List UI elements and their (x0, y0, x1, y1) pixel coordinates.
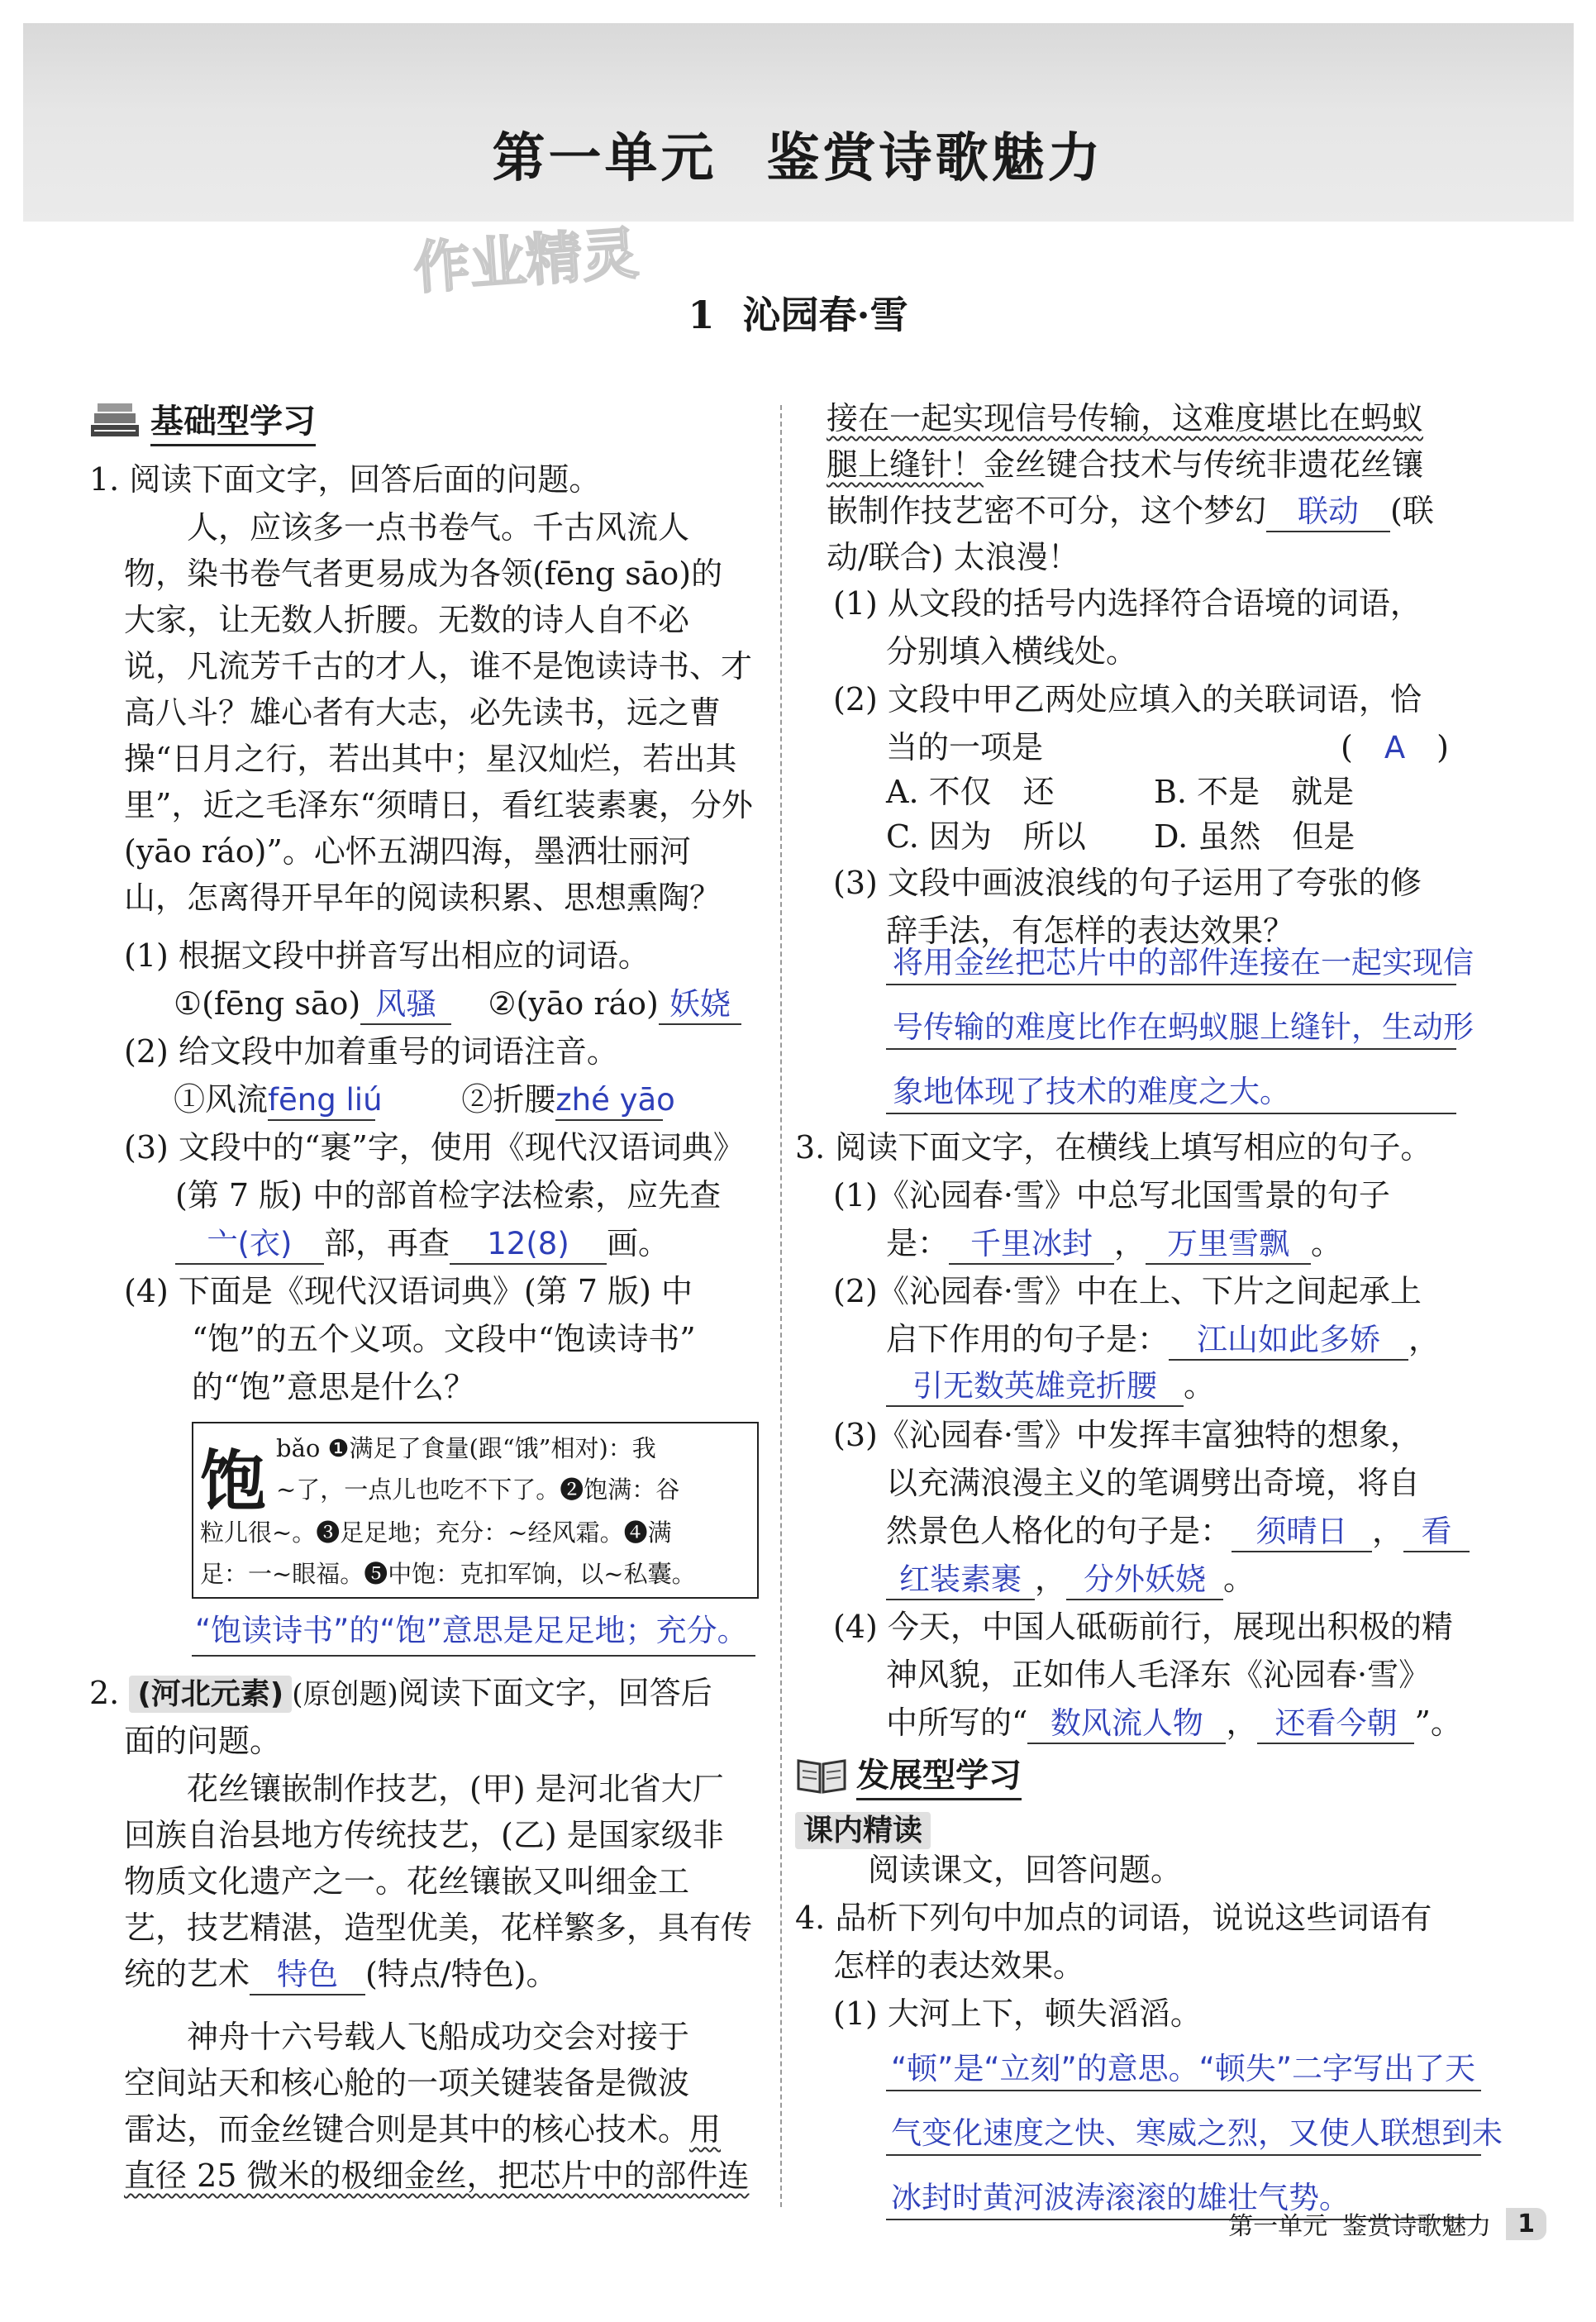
q2-sub3-line2: 辞手法，有怎样的表达效果？ (886, 913, 1295, 949)
q3-s3-prefix: 然景色人格化的句子是： (886, 1513, 1232, 1549)
q2-sub1-line1: (1) 从文段的括号内选择符合语境的词语， (833, 585, 1422, 622)
q2-sub3-line1: (3) 文段中画波浪线的句子运用了夸张的修 (833, 865, 1422, 901)
q3-s2-prefix: 启下作用的句子是： (886, 1321, 1170, 1357)
page-footer (1228, 2205, 1546, 2242)
q3-s4-line2: 神风貌，正如伟人毛泽东《沁园春·雪》 (886, 1657, 1431, 1693)
wavy-underline-text: 直径 25 微米的极细金丝，把芯片中的部件连 (124, 2158, 750, 2194)
q3-stem: 3. 阅读下面文字，在横线上填写相应的句子。 (795, 1129, 1432, 1166)
q1-stem: 1. 阅读下面文字，回答后面的问题。 (89, 461, 601, 498)
watermark: 作业精灵 (411, 221, 641, 303)
open-book-icon (795, 1754, 848, 1795)
tag-close-reading (795, 1807, 931, 1849)
q3-s3-answer-2a: 看 (1403, 1513, 1470, 1552)
q3-s1-prefix: 是： (886, 1225, 950, 1261)
option-c: C. 因为 所以 (886, 818, 1086, 855)
passage-line: (yāo ráo)”。心怀五湖四海，墨洒壮丽河 (124, 833, 691, 870)
q4-stem-line2: 怎样的表达效果。 (833, 1948, 1085, 1984)
page-number: 1 (1506, 2208, 1546, 2240)
q2-continued (827, 395, 1434, 580)
q1-sub2-b-answer: zhé yāo (555, 1081, 663, 1121)
passage-line: 操“日月之行，若出其中；星汉灿烂，若出其 (124, 741, 737, 777)
passage-line: 人，应该多一点书卷气。千古风流人 (124, 509, 690, 546)
passage-line (124, 2106, 750, 2153)
passage-text: 雷达，而金丝键合则是其中的核心技术。 (124, 2111, 690, 2148)
q3-s4-suffix: ”。 (1414, 1705, 1462, 1741)
option-a: A. 不仅 还 (886, 774, 1055, 810)
q4-sub1: (1) 大河上下，顿失滔滔。 (833, 1995, 1202, 2032)
section-develop-title: 发展型学习 (856, 1749, 1022, 1800)
q4-answer-line: “顿”是“立刻”的意思。“顿失”二字写出了天 (891, 2051, 1476, 2086)
footer-unit: 第一单元 (1228, 2212, 1328, 2241)
q2-number: 2. (89, 1675, 130, 1711)
q1-sub1-answers (174, 980, 741, 1027)
q2-sub2-line1: (2) 文段中甲乙两处应填入的关联词语，恰 (833, 681, 1422, 718)
unit-label: 第一单元 (492, 128, 717, 189)
q3-s4-answer-1: 数风流人物 (1027, 1705, 1226, 1744)
q3-s4-prefix: 中所写的“ (886, 1705, 1028, 1741)
q1-sub1-b-label: ②(yāo ráo) (488, 985, 659, 1022)
wavy-underline-text: 用 (689, 2111, 722, 2148)
q3-s1-line1: (1)《沁园春·雪》中总写北国雪景的句子 (833, 1177, 1390, 1213)
dictionary-line: ~了，一点儿也吃不下了。❷饱满：谷 (276, 1476, 680, 1504)
q2-sub3-answer-line: 将用金丝把芯片中的部件连接在一起实现信 (893, 945, 1474, 980)
dictionary-line: 粒儿很~。❸足足地；充分：~经风霜。❹满 (200, 1519, 672, 1547)
passage-line-with-blank (124, 1951, 752, 1997)
wavy-underline-text: 接在一起实现信号传输，这难度堪比在蚂蚁 (827, 400, 1424, 436)
section-basic-heading (89, 395, 316, 446)
passage-line: 物质文化遗产之一。花丝镶嵌又叫细金工 (124, 1863, 690, 1900)
q2-blank-answer: 特色 (250, 1956, 365, 1995)
wavy-underline-text: 腿上缝针！ (827, 446, 984, 483)
q3-s2-line2: 启下作用的句子是： 江山如此多娇 ， (886, 1316, 1440, 1362)
passage-line: 高八斗？雄心者有大志，必先读书，远之曹 (124, 694, 722, 731)
q3-s2-answer-2: 引无数英雄竞折腰 (886, 1367, 1184, 1407)
passage-line: 回族自治县地方传统技艺，(乙) 是国家级非 (124, 1817, 724, 1853)
passage-line: 空间站天和核心舱的一项关键装备是微波 (124, 2065, 690, 2101)
q3-s3-answer-1: 须晴日 (1232, 1513, 1372, 1552)
q3-s3-answer-3: 分外妖娆 (1066, 1561, 1223, 1600)
q1-sub3-line1: (3) 文段中的“裹”字，使用《现代汉语词典》 (124, 1129, 745, 1166)
q3-s3-line2: 以充满浪漫主义的笔调劈出奇境，将自 (886, 1465, 1421, 1501)
option-d: D. 虽然 但是 (1154, 818, 1355, 855)
passage-line: 动/联合) 太浪漫！ (827, 539, 1079, 575)
q1-sub1-b-answer: 妖娆 (659, 985, 741, 1025)
q1-sub1-a-answer: 风骚 (360, 985, 451, 1025)
passage-text: (特点/特色)。 (365, 1956, 558, 1992)
q1-sub2-answers (174, 1076, 675, 1123)
q2-passage-2 (124, 2014, 750, 2199)
dictionary-entry-box (192, 1422, 759, 1599)
q1-sub2-a-label: ①风流 (174, 1081, 269, 1118)
close-reading-label: 课内精读 (795, 1812, 931, 1849)
section-develop-heading (795, 1749, 1022, 1800)
q1-sub2: (2) 给文段中加着重号的词语注音。 (124, 1033, 618, 1070)
section-basic-title: 基础型学习 (150, 395, 316, 446)
q3-s3-answer-2b: 红装素裹 (886, 1561, 1035, 1600)
q3-s2-line1: (2)《沁园春·雪》中在上、下片之间起承上 (833, 1273, 1422, 1309)
q2-blank-answer-2: 联动 (1266, 493, 1390, 532)
passage-line: 大家，让无数人折腰。无数的诗人自不必 (124, 602, 690, 638)
q2-region-tag: (河北元素) (129, 1676, 292, 1713)
q2-sub3-answer-line: 号传输的难度比作在蚂蚁腿上缝针，生动形 (893, 1009, 1474, 1045)
q4-answer-line: 冰封时黄河波涛滚滚的雄壮气势。 (891, 2180, 1350, 2215)
q3-s4-line3: 中所写的“ 数风流人物 ， 还看今朝 ”。 (886, 1700, 1462, 1746)
q1-sub3-answer-radical: 亠(衣) (175, 1225, 324, 1265)
q4-answer-line: 气变化速度之快、寒威之烈，又使人联想到未 (891, 2115, 1503, 2151)
q1-sub3-answer-strokes: 12(8) (450, 1225, 607, 1265)
q3-s1-answer-1: 千里冰封 (949, 1225, 1114, 1265)
q3-s2-answer-1: 江山如此多娇 (1169, 1321, 1408, 1361)
dictionary-line: 足：一~眼福。❺中饱：克扣军饷，以~私囊。 (200, 1560, 696, 1588)
passage-line: 花丝镶嵌制作技艺，(甲) 是河北省大厂 (124, 1771, 724, 1807)
q2-sub1-line2: 分别填入横线处。 (886, 633, 1138, 670)
q2-stem-line2: 面的问题。 (124, 1723, 282, 1759)
q2-sub2-answer-bracket: ( A ) (1341, 729, 1449, 765)
q2-original-tag: (原创题) (292, 1678, 398, 1711)
q1-sub2-b-label: ②折腰 (461, 1081, 556, 1118)
passage-text: 金丝键合技术与传统非遗花丝镶 (984, 446, 1424, 483)
footer-unit-name: 鉴赏诗歌魅力 (1342, 2212, 1492, 2241)
unit-title (0, 116, 1596, 192)
q2-stem-text: 阅读下面文字，回答后 (398, 1675, 712, 1711)
q1-passage (124, 504, 753, 921)
q1-sub4-line2: “饱”的五个义项。文段中“饱读诗书” (192, 1321, 696, 1357)
passage-line: 说，凡流芳千古的才人，谁不是饱读诗书、才 (124, 648, 753, 684)
q2-sub2-line2: 当的一项是 (886, 729, 1044, 765)
q2-sub3-answer-line: 象地体现了技术的难度之大。 (893, 1074, 1290, 1109)
q3-s4-line1: (4) 今天，中国人砥砺前行，展现出积极的精 (833, 1609, 1453, 1645)
lesson-name: 沁园春·雪 (742, 293, 908, 337)
lesson-title (0, 285, 1596, 340)
q3-s4-answer-2: 还看今朝 (1257, 1705, 1414, 1744)
q3-s2-line3: 引无数英雄竞折腰 。 (886, 1362, 1215, 1409)
dictionary-headword: 饱 (200, 1443, 266, 1520)
passage-line: 山，怎离得开早年的阅读积累、思想熏陶？ (124, 880, 722, 916)
column-divider (780, 405, 782, 2207)
q1-sub4-line3: 的“饱”意思是什么？ (192, 1369, 475, 1405)
q1-sub2-a-answer: fēng liú (268, 1081, 375, 1121)
q2-stem (89, 1670, 712, 1718)
lesson-number: 1 (688, 293, 715, 337)
passage-line: 物，染书卷气者更易成为各领(fēng sāo)的 (124, 555, 723, 592)
q1-sub1: (1) 根据文段中拼音写出相应的词语。 (124, 937, 650, 974)
q4-intro: 阅读课文，回答问题。 (868, 1852, 1183, 1888)
q1-sub3-end: 画。 (607, 1225, 670, 1261)
q1-sub4-answer: “饱读诗书”的“饱”意思是足足地；充分。 (195, 1613, 748, 1648)
q2-sub2-answer: A (1384, 730, 1406, 765)
passage-text: (联 (1390, 493, 1434, 529)
option-b: B. 不是 就是 (1154, 774, 1355, 810)
unit-name: 鉴赏诗歌魅力 (766, 128, 1104, 189)
q1-sub3-line2: (第 7 版) 中的部首检字法检索，应先查 (175, 1177, 722, 1213)
q1-sub1-a-label: ①(fēng sāo) (174, 985, 361, 1022)
passage-text: 嵌制作技艺密不可分，这个梦幻 (827, 493, 1267, 529)
q1-sub3-mid: 部，再查 (324, 1225, 450, 1261)
passage-line: 神舟十六号载人飞船成功交会对接于 (124, 2019, 690, 2055)
passage-line: 艺，技艺精湛，造型优美，花样繁多，具有传 (124, 1910, 753, 1946)
q3-s1-answer-2: 万里雪飘 (1146, 1225, 1311, 1265)
q4-stem-line1: 4. 品析下列句中加点的词语，说说这些词语有 (795, 1900, 1432, 1936)
dictionary-line: bǎo ❶满足了食量(跟“饿”相对)：我 (276, 1434, 656, 1462)
q3-s3-line3: 然景色人格化的句子是： 须晴日 ， 看 (886, 1508, 1470, 1554)
books-icon (89, 400, 142, 441)
passage-text: 统的艺术 (124, 1956, 250, 1992)
q3-s3-line1: (3)《沁园春·雪》中发挥丰富独特的想象， (833, 1417, 1422, 1453)
q2-passage-1 (124, 1766, 752, 1997)
passage-line: 里”，近之毛泽东“须晴日，看红装素裹，分外 (124, 787, 753, 823)
q3-s3-line4: 红装素裹 ， 分外妖娆 。 (886, 1556, 1255, 1602)
q3-s1-line2: 是： 千里冰封 ， 万里雪飘 。 (886, 1220, 1342, 1266)
q1-sub3-line3 (175, 1220, 669, 1266)
q1-sub4-line1: (4) 下面是《现代汉语词典》(第 7 版) 中 (124, 1273, 693, 1309)
